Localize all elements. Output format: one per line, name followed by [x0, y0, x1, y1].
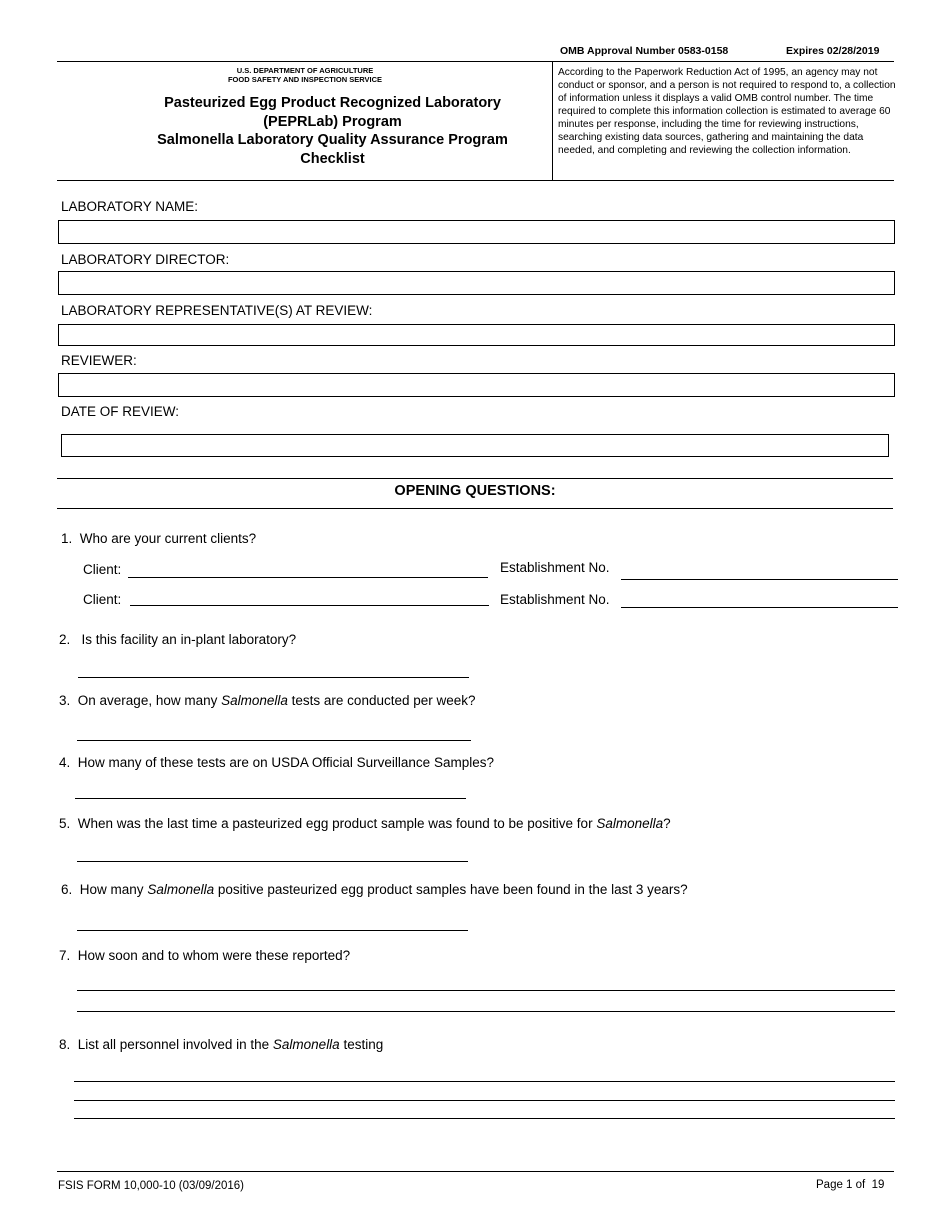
- section-bottom-rule: [57, 508, 893, 509]
- lab-representatives-field[interactable]: [58, 324, 895, 346]
- form-identifier: FSIS FORM 10,000-10 (03/09/2016): [58, 1180, 245, 1192]
- establishment-label-2: Establishment No.: [500, 592, 610, 607]
- question-8-text-b: testing: [339, 1037, 384, 1052]
- question-2-text: Is this facility an in-plant laboratory?: [81, 632, 297, 647]
- answer-line-8b[interactable]: [74, 1100, 895, 1101]
- date-of-review-field[interactable]: [61, 434, 889, 457]
- question-5-organism: Salmonella: [596, 816, 664, 831]
- footer-rule: [57, 1171, 894, 1172]
- question-4: [59, 755, 494, 770]
- answer-line-4[interactable]: [75, 798, 466, 799]
- answer-line-8c[interactable]: [74, 1118, 895, 1119]
- question-6-organism: Salmonella: [147, 882, 215, 897]
- establishment-label-1: Establishment No.: [500, 560, 610, 575]
- question-5-text-b: ?: [663, 816, 671, 831]
- question-5: [59, 816, 671, 831]
- question-7: [59, 948, 350, 963]
- answer-line-5[interactable]: [77, 861, 468, 862]
- client-line-1[interactable]: [128, 577, 488, 578]
- question-2-number: 2.: [59, 632, 71, 647]
- agency-name: [115, 66, 495, 84]
- lab-director-label: LABORATORY DIRECTOR:: [61, 252, 230, 267]
- page-number: Page 1 of 19: [816, 1179, 885, 1191]
- answer-line-7a[interactable]: [77, 990, 895, 991]
- question-6-text-a: How many: [79, 882, 148, 897]
- answer-line-6[interactable]: [77, 930, 468, 931]
- question-4-text: How many of these tests are on USDA Official Surveillance Samples?: [77, 755, 494, 770]
- lab-name-label: LABORATORY NAME:: [61, 199, 199, 214]
- establishment-line-1[interactable]: [621, 579, 898, 580]
- header-top-rule: [57, 61, 894, 62]
- agency-line-2: FOOD SAFETY AND INSPECTION SERVICE: [227, 75, 383, 84]
- client-label-2: Client:: [83, 592, 122, 607]
- question-5-text-a: When was the last time a pasteurized egg product sample was found to be positive for: [77, 816, 597, 831]
- question-3-organism: Salmonella: [221, 693, 288, 708]
- question-1-text: Who are your current clients?: [79, 531, 257, 546]
- question-6: [61, 882, 688, 897]
- question-3-number: 3.: [59, 693, 71, 708]
- question-3-text-a: On average, how many: [77, 693, 222, 708]
- question-8-number: 8.: [59, 1037, 71, 1052]
- header-bottom-rule: [57, 180, 894, 181]
- client-line-2[interactable]: [130, 605, 489, 606]
- question-1: [61, 531, 256, 546]
- question-3-text-b: tests are conducted per week?: [287, 693, 476, 708]
- answer-line-2[interactable]: [78, 677, 469, 678]
- omb-expiration: Expires 02/28/2019: [786, 45, 880, 57]
- question-6-text-b: positive pasteurized egg product samples have been found in the last 3 years?: [214, 882, 688, 897]
- question-6-number: 6.: [61, 882, 73, 897]
- answer-line-8a[interactable]: [74, 1081, 895, 1082]
- title-line-3: Salmonella Laboratory Quality Assurance Program: [157, 132, 508, 148]
- question-8-organism: Salmonella: [272, 1037, 340, 1052]
- opening-questions-title: OPENING QUESTIONS:: [394, 483, 556, 499]
- question-8-text-a: List all personnel involved in the: [77, 1037, 273, 1052]
- question-7-number: 7.: [59, 948, 71, 963]
- omb-approval-number: OMB Approval Number 0583-0158: [560, 45, 729, 57]
- title-line-4: Checklist: [300, 150, 365, 167]
- paperwork-reduction-notice: According to the Paperwork Reduction Act of 1995, an agency may not conduct or sponsor, and a person is not required to respond to, a collection of information unless it displays a valid OMB control number. The time required to complete this information collection is estimated to average 60 minutes per response, including the time for reviewing instructions, searching existing data sources, gathering and maintaining the data needed, and completing and reviewing the collection information.: [558, 67, 896, 156]
- section-top-rule: [57, 478, 893, 479]
- title-line-1: Pasteurized Egg Product Recognized Laboratory: [164, 95, 501, 111]
- date-of-review-label: DATE OF REVIEW:: [61, 404, 180, 419]
- reviewer-field[interactable]: [58, 373, 895, 397]
- reviewer-label: REVIEWER:: [61, 353, 137, 368]
- question-7-text: How soon and to whom were these reported?: [77, 948, 351, 963]
- client-label-1: Client:: [83, 562, 122, 577]
- establishment-line-2[interactable]: [621, 607, 898, 608]
- lab-director-field[interactable]: [58, 271, 895, 295]
- question-4-number: 4.: [59, 755, 71, 770]
- question-1-number: 1.: [61, 531, 73, 546]
- agency-line-1: U.S. DEPARTMENT OF AGRICULTURE: [236, 66, 374, 75]
- form-title: [95, 94, 570, 168]
- question-3: [59, 693, 476, 708]
- answer-line-7b[interactable]: [77, 1011, 895, 1012]
- answer-line-3[interactable]: [77, 740, 471, 741]
- question-8: [59, 1037, 383, 1052]
- question-2: [59, 632, 296, 647]
- lab-name-field[interactable]: [58, 220, 895, 244]
- title-line-2: (PEPRLab) Program: [263, 113, 402, 130]
- question-5-number: 5.: [59, 816, 71, 831]
- lab-representatives-label: LABORATORY REPRESENTATIVE(S) AT REVIEW:: [61, 303, 373, 318]
